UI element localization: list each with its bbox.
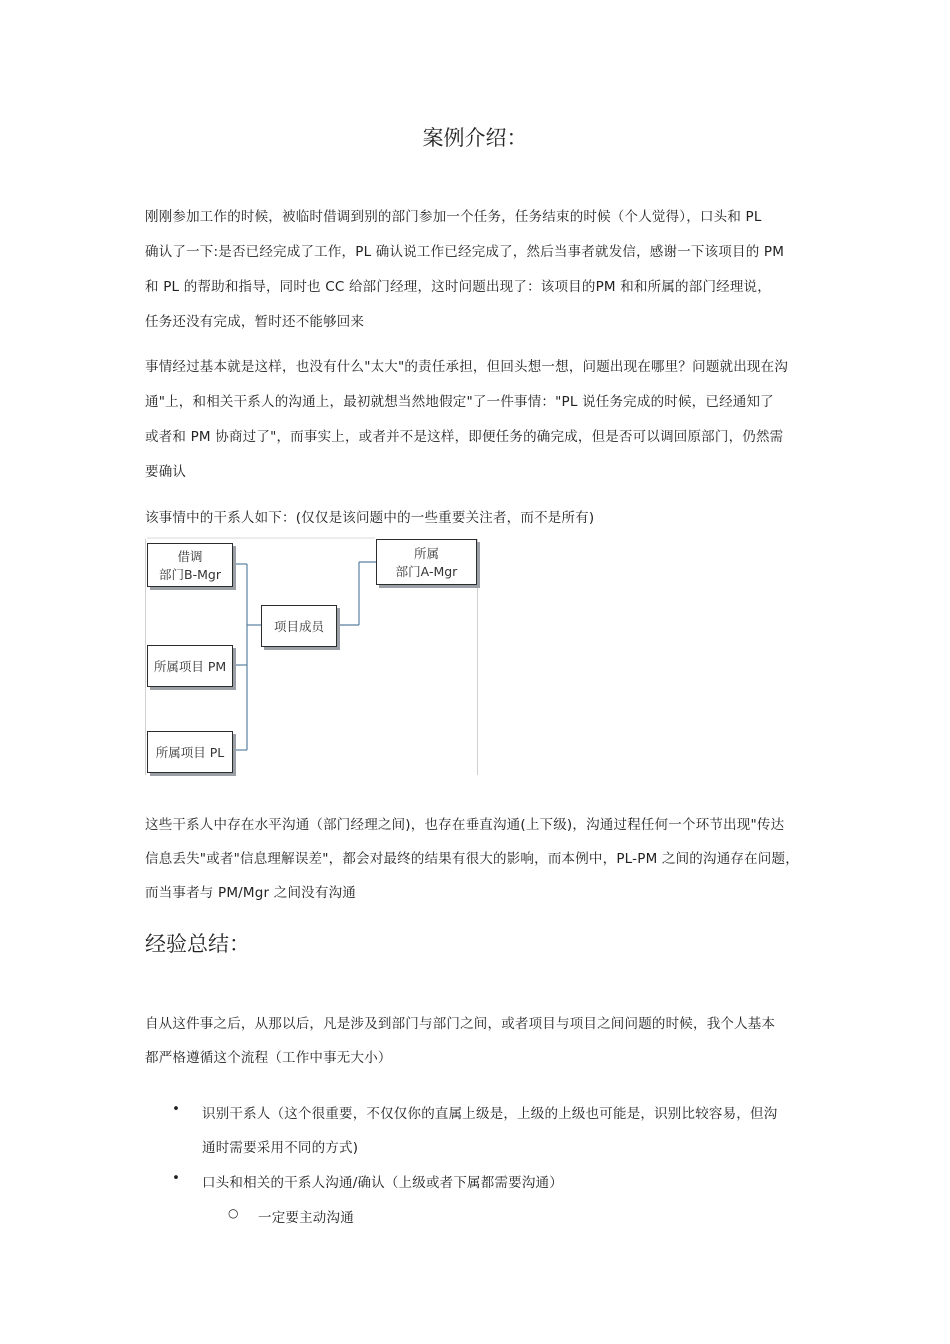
sub-bullet-1-text: 一定要主动沟通 xyxy=(258,1210,354,1226)
para4-line-1: 这些干系人中存在水平沟通（部门经理之间)，也存在垂直沟通(上下级)，沟通过程任何一个环节出现"传达 xyxy=(145,817,785,833)
box-project-member-label: 项目成员 xyxy=(273,619,324,634)
para2-line-1: 事情经过基本就是这样，也没有什么"太大"的责任承担，但回头想一想，问题出现在哪里？问题就出现在沟 xyxy=(145,359,789,375)
para4-line-3: 而当事者与 PM/Mgr 之间没有沟通 xyxy=(145,885,356,901)
box-project-pm-label: 所属项目 PM xyxy=(153,659,227,674)
box-project-member xyxy=(261,605,337,647)
para2-line-3: 或者和 PM 协商过了"，而事实上，或者并不是这样，即便任务的确完成，但是否可以调回原部门，仍然需 xyxy=(145,429,784,445)
box-borrowed-dept-mgr xyxy=(147,543,233,587)
bullet-1-line-2: 通时需要采用不同的方式) xyxy=(202,1140,359,1156)
box-project-pm xyxy=(147,645,233,687)
box-owner-line1: 所属 xyxy=(413,546,439,561)
para5-line-1: 自从这件事之后，从那以后，凡是涉及到部门与部门之间，或者项目与项目之间问题的时候，我个人基本 xyxy=(145,1016,776,1032)
bullet-2-line-1: 口头和相关的干系人沟通/确认（上级或者下属都需要沟通） xyxy=(202,1175,563,1191)
para1-line-4: 任务还没有完成，暂时还不能够回来 xyxy=(145,314,365,330)
para2-line-2: 通"上，和相关干系人的沟通上，最初就想当然地假定"了一件事情："PL 说任务完成的时候，已经通知了 xyxy=(145,394,774,410)
bullet-dot-1: • xyxy=(172,1101,180,1117)
page-title: 案例介绍： xyxy=(422,126,528,150)
box-project-pl xyxy=(147,731,233,773)
box-borrowed-line2: 部门B-Mgr xyxy=(159,567,221,582)
para5-line-2: 都严格遵循这个流程（工作中事无大小） xyxy=(145,1050,392,1066)
stakeholder-diagram xyxy=(145,537,480,777)
bullet-dot-2: • xyxy=(172,1170,180,1186)
sub-bullet-circle-1: ○ xyxy=(228,1206,239,1220)
para1-line-3: 和 PL 的帮助和指导，同时也 CC 给部门经理，这时问题出现了：该项目的PM 和和所属的部门经理说， xyxy=(145,279,771,295)
box-borrowed-line1: 借调 xyxy=(177,549,203,564)
bullet-1-line-1: 识别干系人（这个很重要，不仅仅你的直属上级是，上级的上级也可能是，识别比较容易，但沟 xyxy=(202,1106,778,1122)
para1-line-2: 确认了一下:是否已经完成了工作，PL 确认说工作已经完成了，然后当事者就发信，感谢一下该项目的 PM xyxy=(145,244,785,260)
box-owner-dept-mgr xyxy=(376,539,477,585)
box-owner-line2: 部门A-Mgr xyxy=(395,564,458,579)
section-heading-summary: 经验总结： xyxy=(145,932,250,956)
para3-line: 该事情中的干系人如下：(仅仅是该问题中的一些重要关注者，而不是所有) xyxy=(145,510,595,526)
para2-line-4: 要确认 xyxy=(145,464,187,480)
para4-line-2: 信息丢失"或者"信息理解误差"，都会对最终的结果有很大的影响，而本例中，PL-PM 之间的沟通存在问题， xyxy=(145,851,799,867)
box-project-pl-label: 所属项目 PL xyxy=(155,745,225,760)
para1-line-1: 刚刚参加工作的时候，被临时借调到别的部门参加一个任务，任务结束的时候（个人觉得），口头和 PL xyxy=(145,209,762,225)
